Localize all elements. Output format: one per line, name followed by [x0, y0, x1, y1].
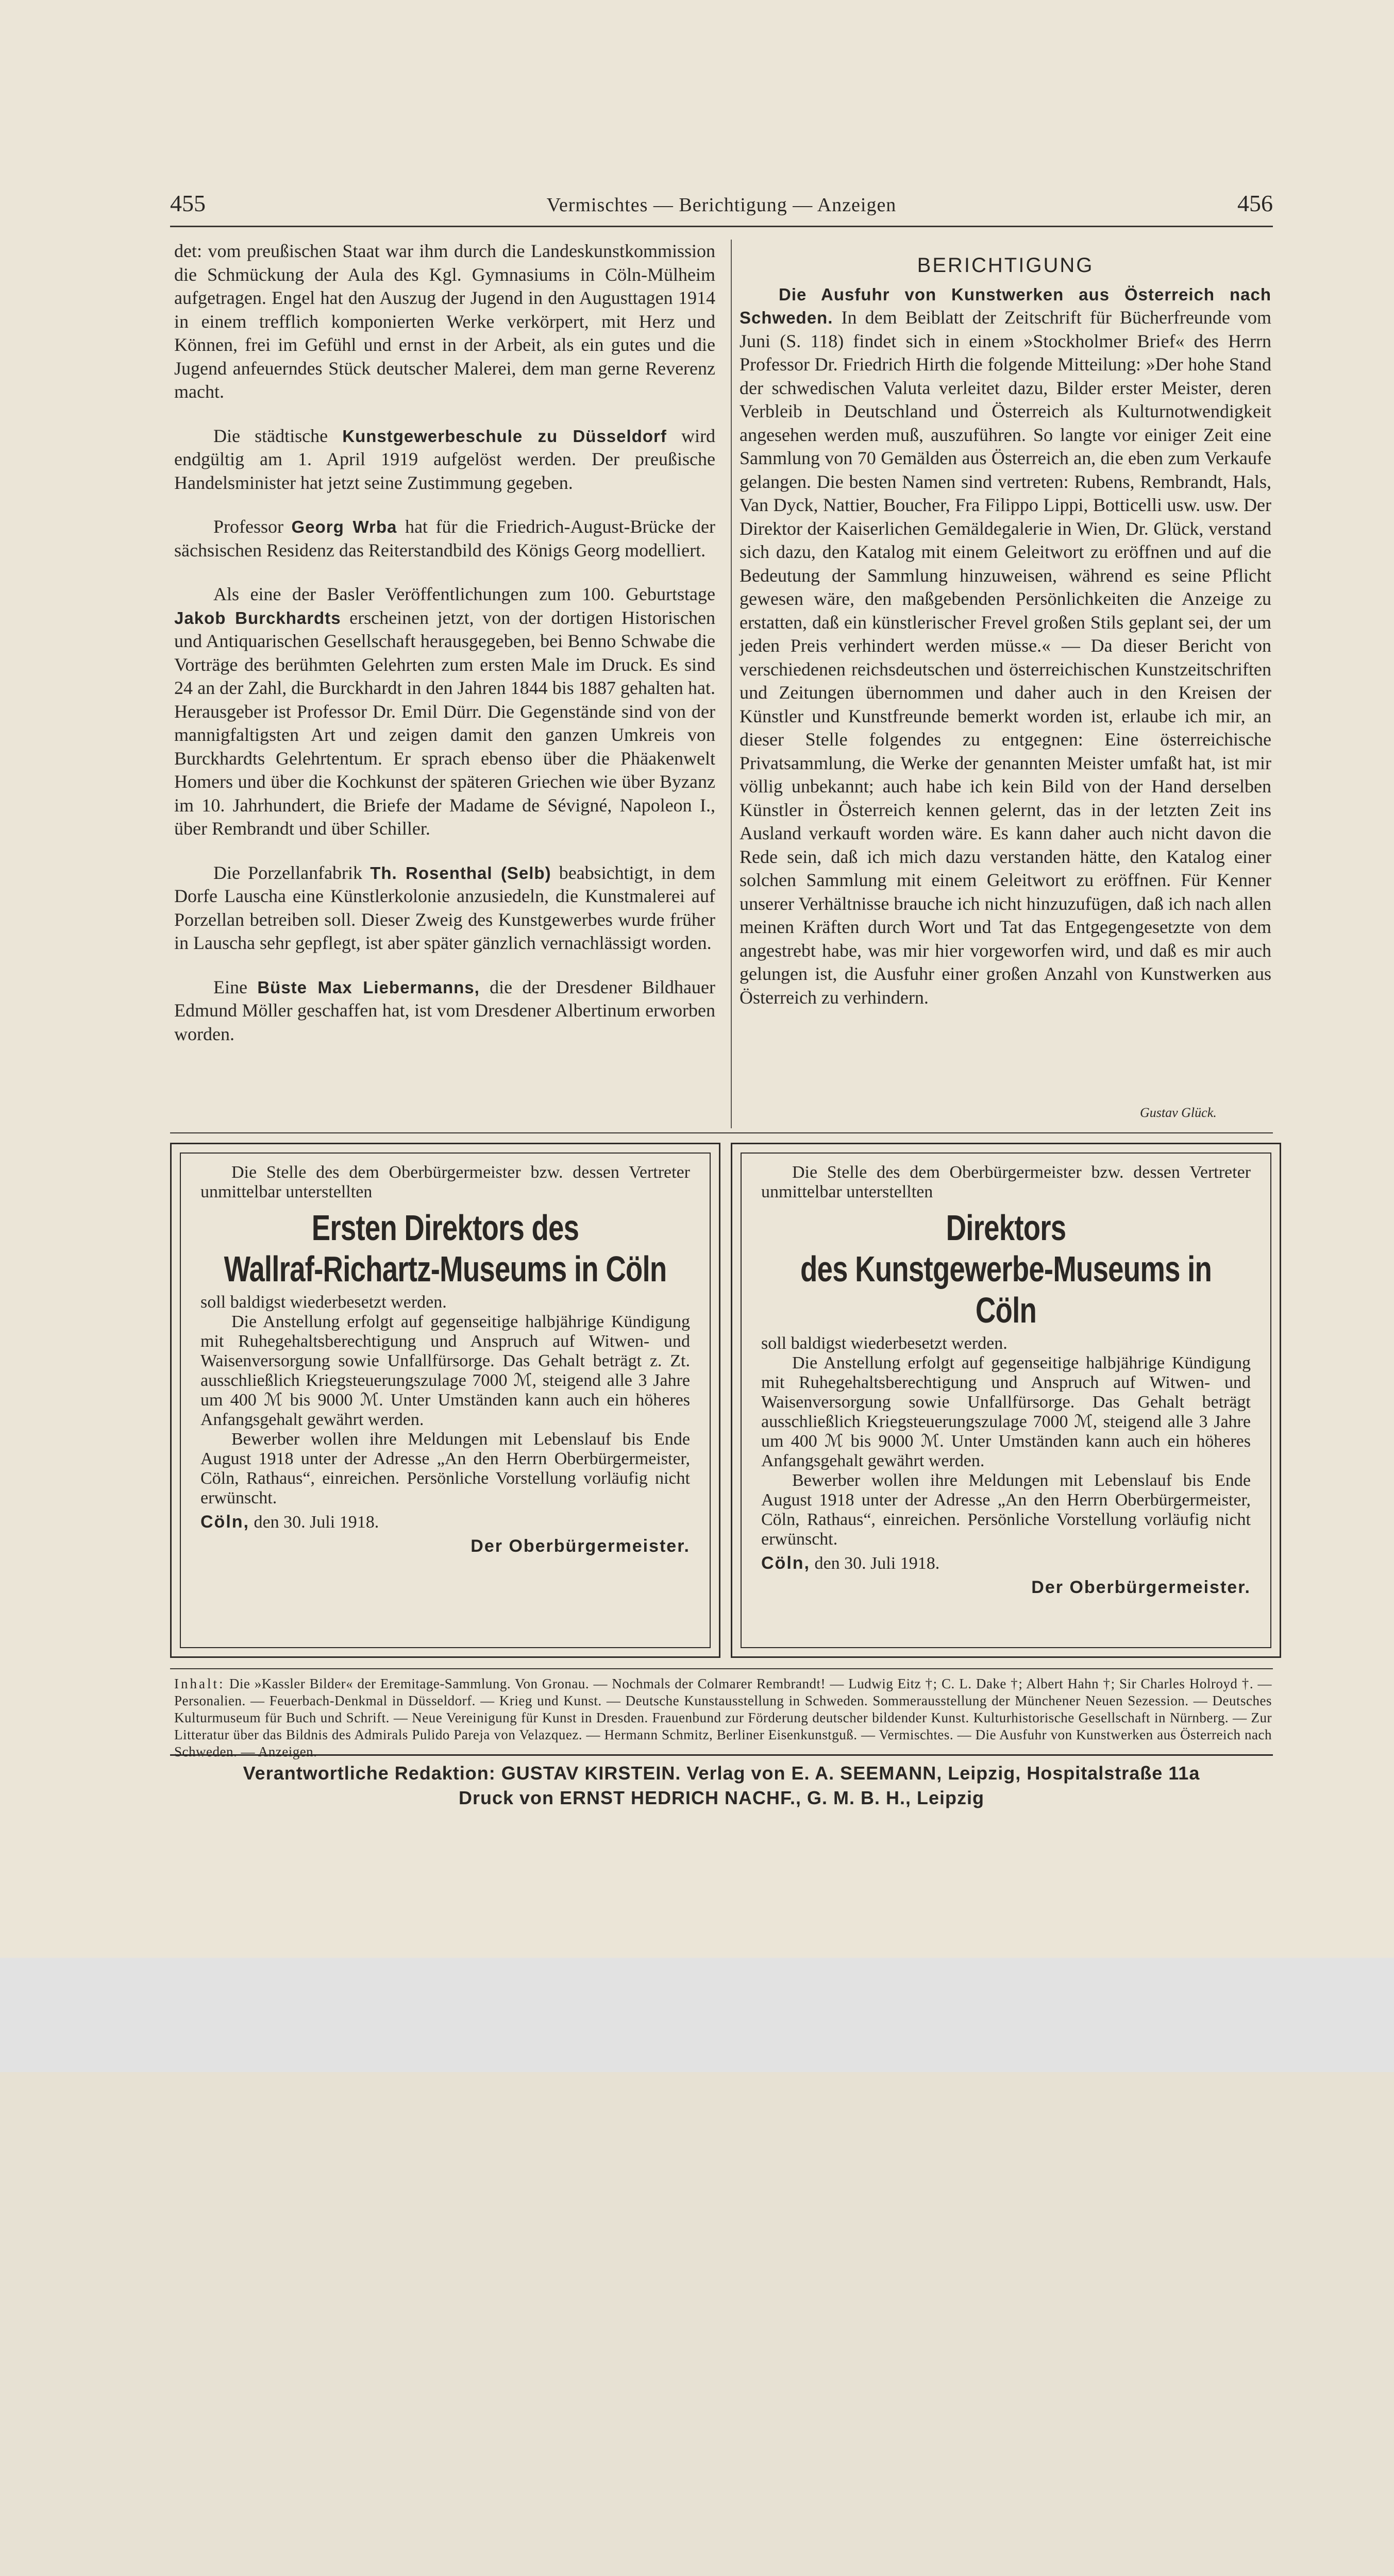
ad-intro: Die Stelle des dem Oberbürgermeister bzw. dessen Vertreter unmittelbar unterstellten — [200, 1163, 690, 1201]
running-title: Vermischtes — Berichtigung — Anzeigen — [546, 194, 897, 216]
paragraph-engel: det: vom preußischen Staat war ihm durch die Landeskunstkommission die Schmückung der Aula des Kgl. Gymnasiums in Cöln-Mülheim aufgetragen. Engel hat den Auszug der Jugend in den Augusttagen 1914 in einem trefflich komponierten Werke verkörpert, mit Herz und Können, frei im Gefühl und ernst in der Arbeit, als ein gutes und die Jugend anfeuerndes Stück deutscher Malerei, dem man gerne Reverenz macht. — [174, 241, 715, 402]
running-header — [170, 190, 1273, 226]
signature: Gustav Glück. — [1140, 1105, 1217, 1120]
ad-headline-2: des Kunstgewerbe-Museums in Cöln — [800, 1249, 1212, 1330]
ad-headline-1: Direktors — [946, 1208, 1066, 1248]
text: Die Porzellanfabrik — [213, 862, 371, 883]
ad-signature — [200, 1536, 690, 1556]
imprint-line-2: Druck von ERNST HEDRICH NACHF., G. M. B. H., Leipzig — [458, 1787, 985, 1808]
bold-name: Büste Max Liebermanns, — [257, 977, 480, 997]
section-title: BERICHTIGUNG — [917, 254, 1094, 277]
paragraph-burckhardt — [174, 583, 715, 841]
berichtigung-text — [740, 283, 1271, 1010]
bold-name: Th. Rosenthal (Selb) — [370, 863, 551, 883]
ad-date: den 30. Juli 1918. — [810, 1554, 940, 1573]
text: Die städtische — [213, 425, 343, 446]
imprint-line-1: Verantwortliche Redaktion: GUSTAV KIRSTEIN. Verlag von E. A. SEEMANN, Leipzig, Hospitalstraße 11a — [243, 1762, 1200, 1784]
text: die der Dresdener Bildhauer Edmund Möller geschaffen hat, ist vom Dresdener Albertinum erworben worden. — [174, 976, 715, 1044]
text: wird endgültig am 1. April 1919 aufgelöst werden. Der preußische Handelsminister hat jetzt seine Zustimmung gegeben. — [174, 425, 715, 493]
ad-apply: Bewerber wollen ihre Meldungen mit Lebenslauf bis Ende August 1918 unter der Adresse „An den Herrn Oberbürgermeister, Cöln, Rathaus“, einreichen. Persönliche Vorstellung vorläufig nicht erwünscht. — [200, 1430, 690, 1507]
ad-place: Cöln, — [200, 1512, 249, 1532]
ad-place-date — [200, 1512, 690, 1532]
ad-place-date — [761, 1553, 1251, 1573]
ad-intro: Die Stelle des dem Oberbürgermeister bzw. dessen Vertreter unmittelbar unterstellten — [761, 1163, 1251, 1201]
column-divider — [731, 240, 732, 1128]
job-ad-wallraf — [170, 1143, 720, 1658]
contents-text: Die »Kassler Bilder« der Eremitage-Sammlung. Von Gronau. — Nochmals der Colmarer Rembrandt! — Ludwig Eitz †; C. L. Dake †; Albert Hahn †; Sir Charles Holroyd †. — Personalien. — Feuerbach-Denkmal in Düsseldorf. — Krieg und Kunst. — Deutsche Kunstausstellung in Schweden. Sommerausstellung der Münchener Neuen Sezession. — Deutsches Kulturmuseum für Buch und Schrift. — Neue Vereinigung für Kunst in Dresden. Frauenbund zur Förderung deutscher bildender Kunst. Kulturhistorische Gesellschaft in Nürnberg. — Zur Litteratur über das Bildnis des Admirals Pulido Pareja von Velazquez. — Hermann Schmitz, Berliner Eisenkunstguß. — Vermischtes. — Die Ausfuhr von Kunstwerken aus Österreich nach Schweden. — Anzeigen. — [174, 1676, 1272, 1759]
ad-inner-frame — [741, 1153, 1271, 1648]
paragraph-wrba — [174, 515, 715, 562]
imprint — [170, 1761, 1273, 1810]
ads-rule — [170, 1132, 1273, 1133]
lead-bold: Die Ausfuhr von Kunstwerken aus Österreich nach Schweden. — [740, 284, 1271, 327]
ad-body: Die Anstellung erfolgt auf gegenseitige halbjährige Kündigung mit Ruhegehaltsberechtigung und Anspruch auf Witwen- und Waisenversorgung sowie Unfallfürsorge. Das Gehalt beträgt z. Zt. ausschließlich Kriegsteuerungszulage 7000 ℳ, steigend alle 3 Jahre um 400 ℳ bis 9000 ℳ. Unter Umständen kann auch ein höheres Anfangsgehalt gewährt werden. — [200, 1312, 690, 1429]
ad-signature — [761, 1578, 1251, 1598]
ad-line: soll baldigst wiederbesetzt werden. — [761, 1334, 1007, 1353]
imprint-rule — [170, 1754, 1273, 1756]
page-number-left: 455 — [170, 190, 206, 216]
paragraph-liebermann — [174, 976, 715, 1046]
paragraph-kunstgewerbeschule — [174, 425, 715, 495]
ad-sign-text: Der Oberbürgermeister. — [471, 1536, 690, 1556]
bold-name: Jakob Burckhardts — [174, 608, 341, 628]
ad-headline-1: Ersten Direktors des — [311, 1208, 579, 1248]
text: Eine — [213, 976, 258, 997]
ad-sign-text: Der Oberbürgermeister. — [1031, 1578, 1251, 1597]
table-of-contents — [174, 1675, 1272, 1760]
ad-date: den 30. Juli 1918. — [249, 1513, 379, 1532]
left-column — [174, 240, 715, 1066]
contents-rule — [170, 1668, 1273, 1669]
ad-place: Cöln, — [761, 1553, 810, 1573]
ad-inner-frame — [180, 1153, 711, 1648]
header-rule — [170, 226, 1273, 227]
text: beabsichtigt, in dem Dorfe Lauscha eine Künstlerkolonie anzusiedeln, die Kunstmalerei auf Porzellan betreiben soll. Dieser Zweig des Kunstgewerbes wurde früher in Lauscha sehr gepflegt, ist aber später gänzlich vernachlässigt worden. — [174, 862, 715, 953]
page-number-right: 456 — [1237, 190, 1273, 216]
ad-headline-2: Wallraf-Richartz-Museums in Cöln — [224, 1249, 667, 1289]
text: hat für die Friedrich-August-Brücke der sächsischen Residenz das Reiterstandbild des Königs Georg modelliert. — [174, 516, 715, 561]
bold-name: Kunstgewerbeschule zu Düsseldorf — [342, 426, 667, 446]
text: In dem Beiblatt der Zeitschrift für Bücherfreunde vom Juni (S. 118) findet sich in einem »Stockholmer Brief« des Herrn Professor Dr. Friedrich Hirth die folgende Mitteilung: »Der hohe Stand der schwedischen Valuta verleitet dazu, Bilder erster Meister, deren Verbleib in Deutschland und Österreich als Kulturnotwendigkeit angesehen werden muß, auszuführen. So langte vor einiger Zeit eine Sammlung von 70 Gemälden aus Österreich an, die eben zum Verkaufe gelangen. Die besten Namen sind vertreten: Rubens, Rembrandt, Hals, Van Dyck, Nattier, Boucher, Fra Filippo Lippi, Botticelli usw. usw. Der Direktor der Kaiserlichen Gemäldegalerie in Wien, Dr. Glück, verstand sich dazu, den Katalog mit einem Geleitwort zu eröffnen und auf die Bedeutung der Sammlung hinzuweisen, während es seine Pflicht gewesen wäre, den maßgebenden Persönlichkeiten die Anzeige zu erstatten, daß ein künstlerischer Frevel großen Stils geplant sei, der um jeden Preis verhindert werden müsse.« — Da dieser Bericht von verschiedenen reichsdeutschen und österreichischen Kunstzeitschriften und Zeitungen übernommen und daher auch in den Kreisen der Künstler und Kunstfreunde bemerkt worden ist, erlaube ich mir, an dieser Stelle folgendes zu entgegnen: Eine österreichische Privatsammlung, die Werke der genannten Meister umfaßt hat, ist mir völlig unbekannt; auch habe ich kein Bild von der Hand derselben Künstler in Österreich kennen gelernt, das in der letzten Zeit ins Ausland verkauft worden wäre. Es kann daher auch nicht davon die Rede sein, daß ich mich dazu verstanden hätte, den Katalog einer solchen Sammlung mit einem Geleitwort zu eröffnen. Für Kenner unserer Verhältnisse brauche ich nicht hinzuzufügen, daß ich nach allen meinen Kräften durch Wort und Tat das Entgegengesetzte von dem angestrebt habe, was mir hier vorgeworfen wird, und daß es mir auch gelungen ist, die Ausfuhr einer großen Anzahl von Kunstwerken aus Österreich zu verhindern. — [740, 307, 1271, 1008]
text: erscheinen jetzt, von der dortigen Historischen und Antiquarischen Gesellschaft herausgegeben, bei Benno Schwabe die Vorträge des berühmten Gelehrten zum ersten Male im Druck. Es sind 24 an der Zahl, die Burckhardt in den Jahren 1844 bis 1887 gehalten hat. Herausgeber ist Professor Dr. Emil Dürr. Die Gegenstände sind von der mannigfaltigsten Art und zeigen damit den ganzen Umkreis von Burckhardts Gelehrtentum. Er sprach ebenso über die Phäakenwelt Homers und über die Kochkunst der späteren Griechen wie über Byzanz im 10. Jahrhundert, die Briefe der Madame de Sévigné, Napoleon I., über Rembrandt und über Schiller. — [174, 607, 715, 839]
ad-apply: Bewerber wollen ihre Meldungen mit Lebenslauf bis Ende August 1918 unter der Adresse „An den Herrn Oberbürgermeister, Cöln, Rathaus“, einreichen. Persönliche Vorstellung vorläufig nicht erwünscht. — [761, 1471, 1251, 1549]
text: Als eine der Basler Veröffentlichungen zum 100. Geburtstage — [213, 584, 715, 604]
ad-line: soll baldigst wiederbesetzt werden. — [200, 1293, 447, 1312]
job-ad-kunstgewerbe — [731, 1143, 1281, 1658]
bold-name: Georg Wrba — [291, 517, 397, 536]
text: Professor — [213, 516, 292, 537]
digitization-footer — [0, 1958, 1394, 2072]
contents-label: Inhalt: — [174, 1676, 225, 1691]
ad-body: Die Anstellung erfolgt auf gegenseitige halbjährige Kündigung mit Ruhegehaltsberechtigung und Anspruch auf Witwen- und Waisenversorgung sowie Unfallfürsorge. Das Gehalt beträgt ausschließlich Kriegsteuerungszulage 7000 ℳ, steigend alle 3 Jahre um 400 ℳ bis 9000 ℳ. Unter Umständen kann auch ein höheres Anfangsgehalt gewährt werden. — [761, 1353, 1251, 1470]
right-column — [740, 240, 1271, 1030]
paragraph-rosenthal — [174, 861, 715, 955]
